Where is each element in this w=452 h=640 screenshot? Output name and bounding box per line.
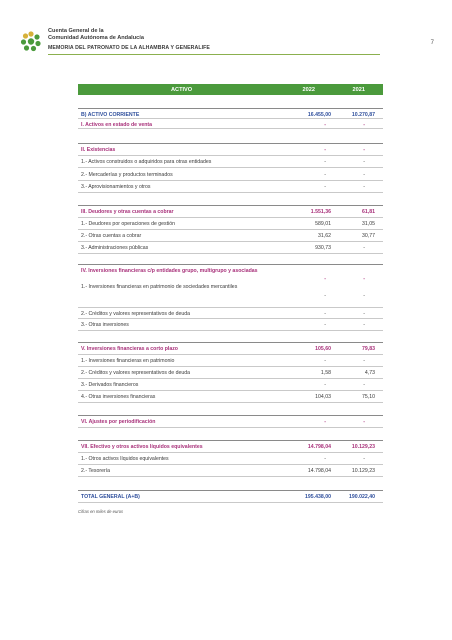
row-label: 2.- Otras cuentas a cobrar <box>81 233 142 239</box>
header-divider <box>48 54 380 55</box>
row-divider <box>78 366 383 367</box>
row-label: 3.- Aprovisionamientos y otros <box>81 184 151 190</box>
row-divider <box>78 330 383 331</box>
row-divider <box>78 253 383 254</box>
row-label: 1.- Deudores por operaciones de gestión <box>81 221 176 227</box>
row-label: 1.- Inversiones financieras en patrimonio de sociedades mercantiles <box>81 284 238 290</box>
row-divider <box>78 354 383 355</box>
row-label: B) ACTIVO CORRIENTE <box>81 112 140 118</box>
section-divider <box>78 264 383 265</box>
value-2021: - <box>363 122 365 128</box>
balance-table <box>78 84 383 500</box>
row-label: 4.- Otras inversiones financieras <box>81 394 156 400</box>
value-2021: 190.022,40 <box>349 494 375 500</box>
value-2022: 14.798,04 <box>307 444 331 450</box>
value-2021: - <box>363 382 365 388</box>
value-2022: 1,58 <box>320 370 331 376</box>
value-2022: - <box>324 322 326 328</box>
junta-andalucia-logo-icon <box>20 30 42 52</box>
value-2022: - <box>324 147 326 153</box>
value-2021: 31,05 <box>362 221 375 227</box>
table-header <box>78 84 383 95</box>
row-label: 3.- Otras inversiones <box>81 322 129 328</box>
value-2022: 930,73 <box>315 245 331 251</box>
section-divider <box>78 143 383 144</box>
value-2022: 31,62 <box>318 233 331 239</box>
row-label: II. Existencias <box>81 147 116 153</box>
value-2021: - <box>363 276 365 282</box>
value-2022: 104,03 <box>315 394 331 400</box>
section-divider <box>78 415 383 416</box>
row-divider <box>78 464 383 465</box>
column-activo: ACTIVO <box>171 86 193 93</box>
value-2021: 79,83 <box>362 346 375 352</box>
column-2022: 2022 <box>302 86 315 93</box>
row-divider <box>78 390 383 391</box>
value-2022: - <box>324 184 326 190</box>
row-label: VI. Ajustes por periodificación <box>81 419 156 425</box>
row-divider <box>78 502 383 503</box>
value-2022: - <box>324 159 326 165</box>
value-2021: 10.129,23 <box>351 468 375 474</box>
row-label: TOTAL GENERAL (A+B) <box>81 494 140 500</box>
value-2021: - <box>363 159 365 165</box>
value-2022: - <box>324 172 326 178</box>
row-divider <box>78 167 383 168</box>
section-divider <box>78 108 383 109</box>
row-divider <box>78 128 383 129</box>
row-divider <box>78 155 383 156</box>
value-2021: 61,81 <box>362 209 375 215</box>
value-2021: - <box>363 311 365 317</box>
row-label: 3.- Derivados financieros <box>81 382 139 388</box>
row-label: III. Deudores y otras cuentas a cobrar <box>81 209 174 215</box>
row-divider <box>78 118 383 119</box>
value-2022: 14.798,04 <box>307 468 331 474</box>
value-2022: 1.551,36 <box>310 209 331 215</box>
value-2022: - <box>324 122 326 128</box>
row-divider <box>78 229 383 230</box>
row-label: VII. Efectivo y otros activos líquidos equivalentes <box>81 444 203 450</box>
value-2022: - <box>324 311 326 317</box>
row-label: I. Activos en estado de venta <box>81 122 153 128</box>
value-2022: 589,01 <box>315 221 331 227</box>
section-divider <box>78 342 383 343</box>
value-2022: 105,60 <box>315 346 331 352</box>
value-2021: - <box>363 456 365 462</box>
value-2021: - <box>363 293 365 299</box>
row-divider <box>78 241 383 242</box>
units-note: Cifras en miles de euros <box>78 509 124 514</box>
row-label: 1.- Inversiones financieras en patrimonio <box>81 358 175 364</box>
row-divider <box>78 192 383 193</box>
row-label: 1.- Activos construidos o adquiridos para otras entidades <box>81 159 212 165</box>
value-2021: - <box>363 322 365 328</box>
row-label: 1.- Otros activos líquidos equivalentes <box>81 456 169 462</box>
value-2022: - <box>324 382 326 388</box>
section-divider <box>78 205 383 206</box>
column-2021: 2021 <box>352 86 365 93</box>
value-2022: - <box>324 293 326 299</box>
row-label: 2.- Créditos y valores representativos de deuda <box>81 311 190 317</box>
value-2021: 10.129,23 <box>351 444 375 450</box>
row-divider <box>78 427 383 428</box>
value-2021: 10.270,87 <box>351 112 375 118</box>
value-2021: 4,73 <box>364 370 375 376</box>
value-2022: - <box>324 276 326 282</box>
value-2021: - <box>363 419 365 425</box>
value-2021: - <box>363 245 365 251</box>
value-2022: 195.438,00 <box>305 494 331 500</box>
value-2022: - <box>324 456 326 462</box>
row-label: IV. Inversiones financieras c/p entidades grupo, multigrupo y asociadas <box>81 268 258 274</box>
document-header <box>20 26 432 54</box>
value-2021: 30,77 <box>362 233 375 239</box>
value-2022: - <box>324 358 326 364</box>
row-divider <box>78 307 383 308</box>
row-divider <box>78 402 383 403</box>
value-2021: - <box>363 358 365 364</box>
section-divider <box>78 440 383 441</box>
row-divider <box>78 378 383 379</box>
memoria-title: MEMORIA DEL PATRONATO DE LA ALHAMBRA Y GENERALIFE <box>48 45 210 51</box>
value-2021: - <box>363 184 365 190</box>
row-divider <box>78 318 383 319</box>
value-2021: - <box>363 172 365 178</box>
value-2022: 16.455,00 <box>307 112 331 118</box>
row-label: V. Inversiones financieras a corto plazo <box>81 346 178 352</box>
row-divider <box>78 217 383 218</box>
row-label: 3.- Administraciones públicas <box>81 245 149 251</box>
section-divider <box>78 490 383 491</box>
value-2022: - <box>324 419 326 425</box>
row-divider <box>78 180 383 181</box>
row-label: 2.- Mercaderías y productos terminados <box>81 172 173 178</box>
value-2021: - <box>363 147 365 153</box>
row-label: 2.- Créditos y valores representativos de deuda <box>81 370 190 376</box>
page-number: 7 <box>430 40 434 46</box>
row-divider <box>78 476 383 477</box>
row-label: 2.- Tesorería <box>81 468 111 474</box>
organization-title: Cuenta General de la Comunidad Autónoma de Andalucía <box>48 28 144 41</box>
row-divider <box>78 452 383 453</box>
value-2021: 75,10 <box>362 394 375 400</box>
